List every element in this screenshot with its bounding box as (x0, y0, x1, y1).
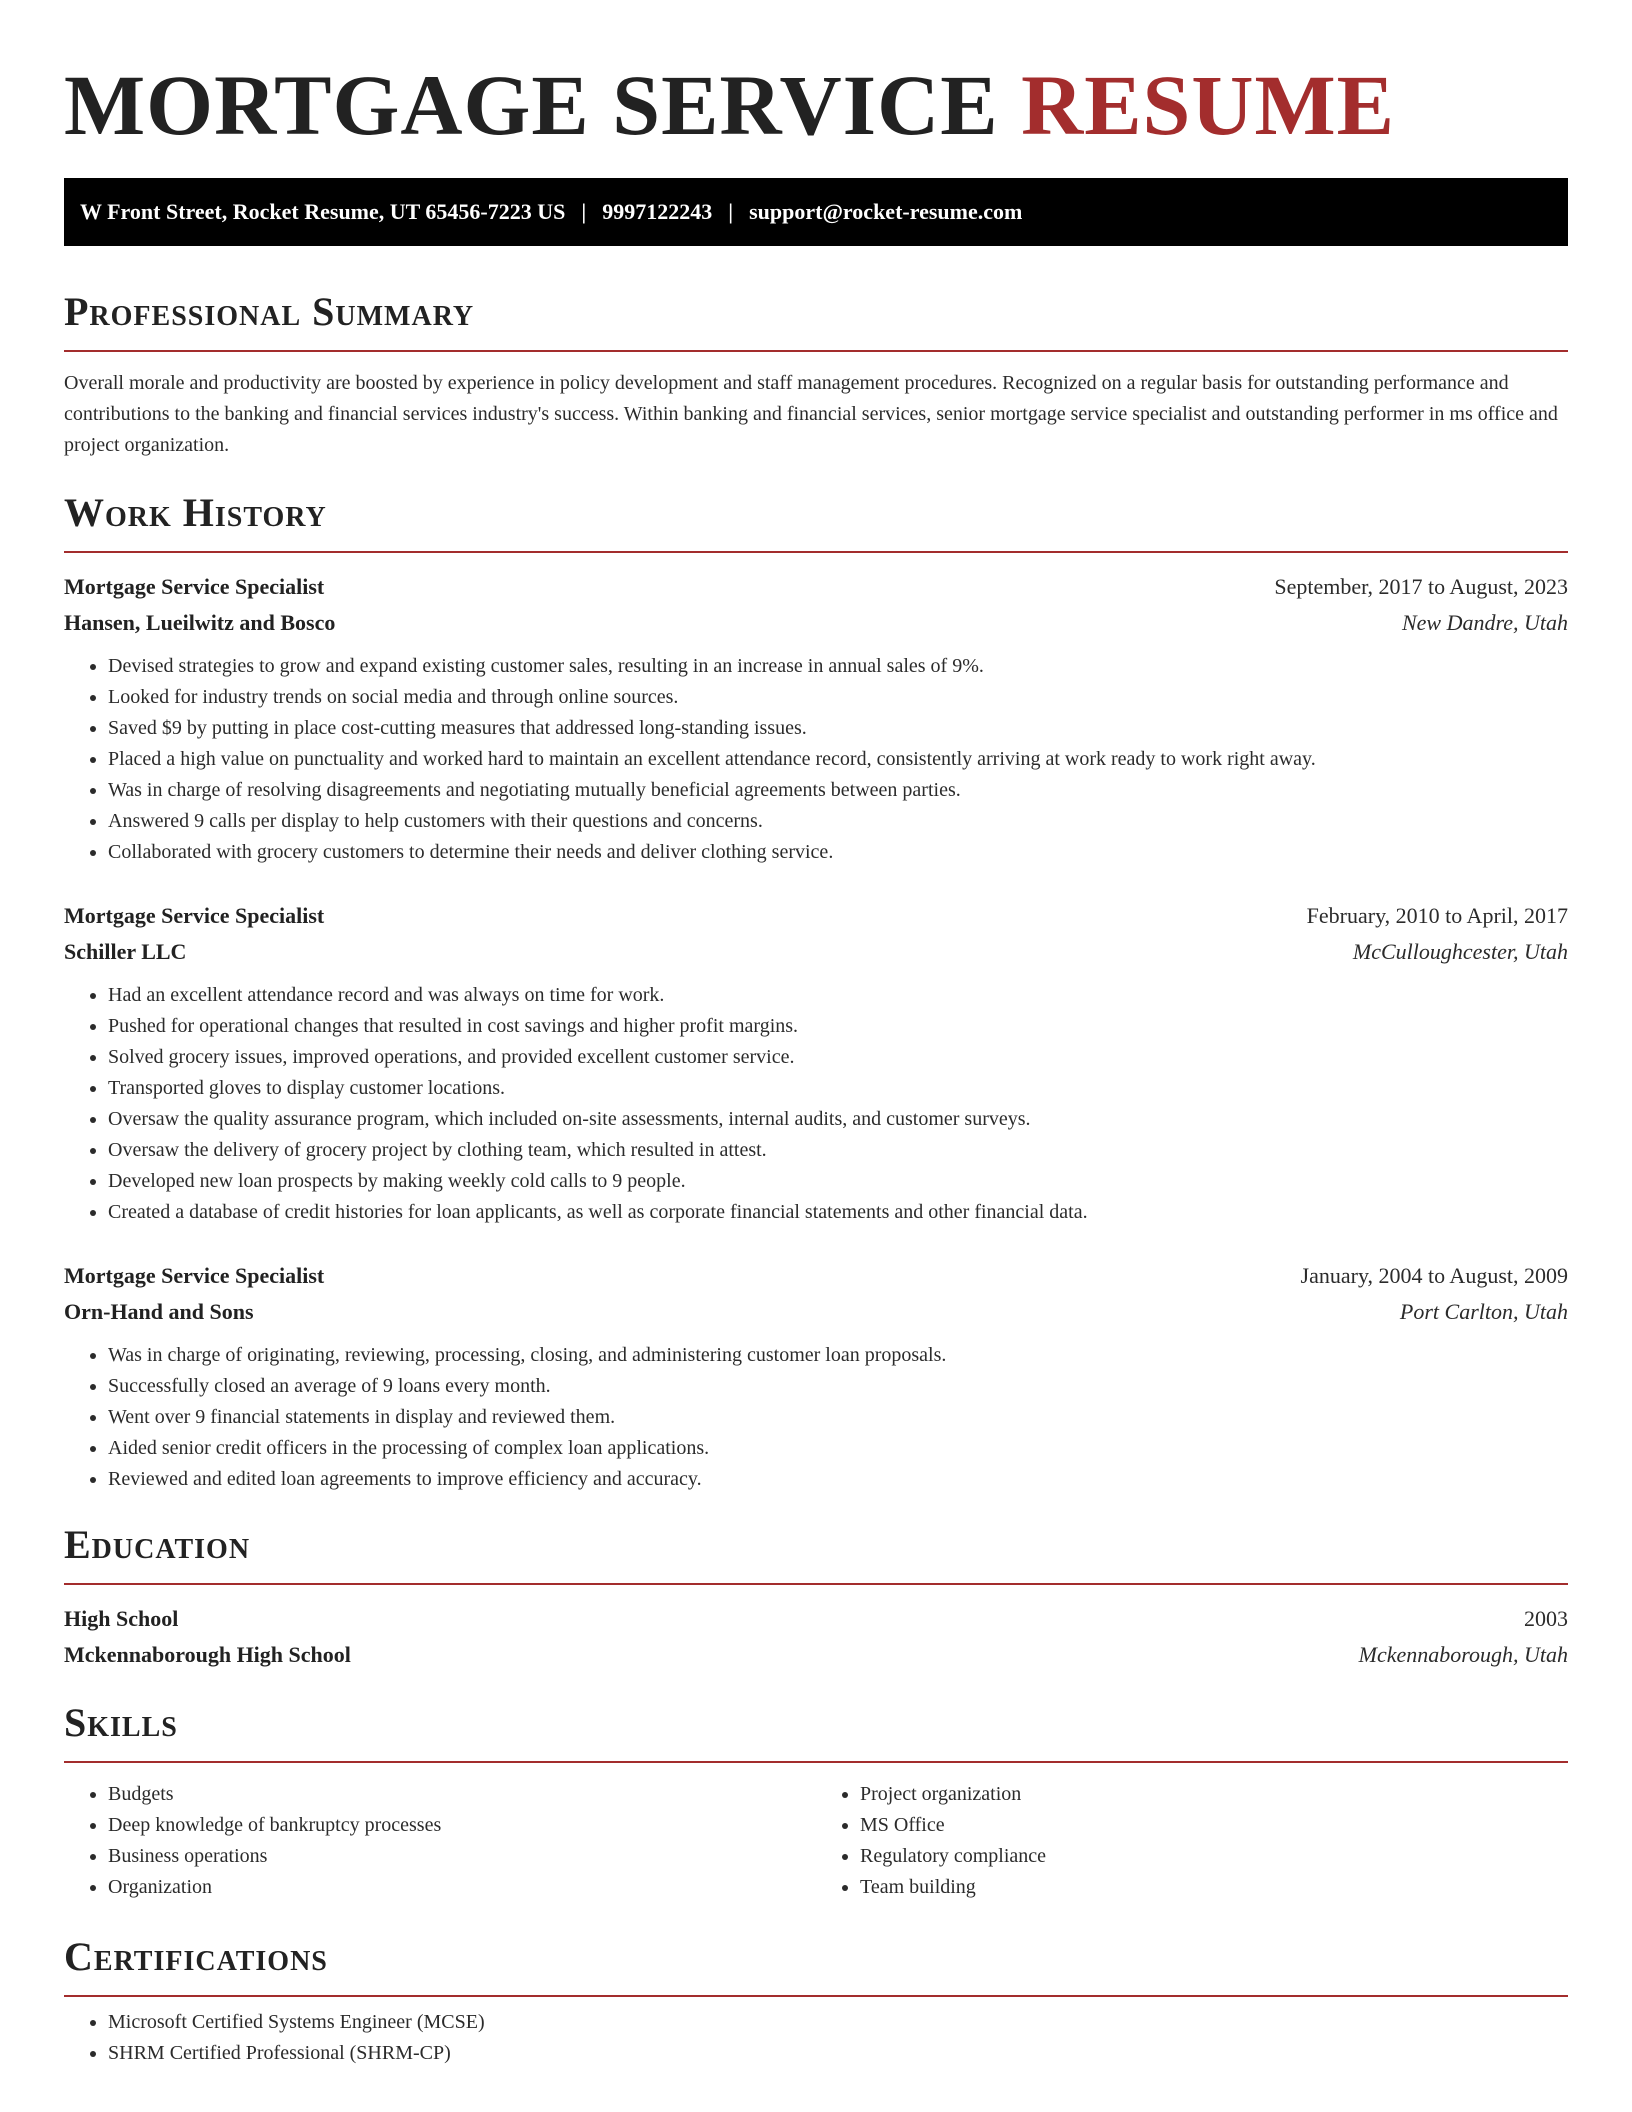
job-bullet: • Collaborated with grocery customers to determine their needs and deliver clothing service. (108, 837, 1568, 868)
job-bullet: • Oversaw the delivery of grocery project by clothing team, which resulted in attest. (108, 1135, 1568, 1166)
certification-item: • Microsoft Certified Systems Engineer (MCSE) (108, 2007, 1568, 2038)
education-school: Mckennaborough High School (64, 1642, 351, 1667)
contact-separator: | (728, 199, 734, 224)
job-company: Hansen, Lueilwitz and Bosco (64, 610, 336, 635)
skill-item: • MS Office (860, 1810, 1568, 1841)
job-dates: September, 2017 to August, 2023 (1274, 574, 1568, 599)
contact-address: W Front Street, Rocket Resume, UT 65456-7223 US (80, 199, 566, 224)
job-location: McCulloughcester, Utah (1352, 939, 1568, 964)
job-entry (64, 1258, 1568, 1495)
job-bullet: • Was in charge of originating, reviewing, processing, closing, and administering customer loan proposals. (108, 1340, 1568, 1371)
skill-item: • Deep knowledge of bankruptcy processes (108, 1810, 816, 1841)
education-section (64, 1521, 1568, 1673)
skill-item: • Team building (860, 1872, 1568, 1903)
job-dates: February, 2010 to April, 2017 (1306, 903, 1568, 928)
job-bullet: • Transported gloves to display customer locations. (108, 1073, 1568, 1104)
job-location: New Dandre, Utah (1401, 610, 1568, 635)
job-bullet: • Saved $9 by putting in place cost-cutting measures that addressed long-standing issues. (108, 713, 1568, 744)
job-bullet: • Solved grocery issues, improved operations, and provided excellent customer service. (108, 1042, 1568, 1073)
section-heading-education: Education (64, 1521, 1568, 1585)
contact-phone[interactable]: 9997122243 (602, 199, 713, 224)
skills-grid (64, 1779, 1568, 1903)
skill-item: • Business operations (108, 1841, 816, 1872)
job-bullets (64, 651, 1568, 868)
job-bullet: • Answered 9 calls per display to help customers with their questions and concerns. (108, 806, 1568, 837)
job-title: Mortgage Service Specialist (64, 574, 325, 599)
job-bullet: • Aided senior credit officers in the processing of complex loan applications. (108, 1433, 1568, 1464)
education-location: Mckennaborough, Utah (1358, 1642, 1568, 1667)
job-company: Schiller LLC (64, 939, 187, 964)
job-bullet: • Was in charge of resolving disagreements and negotiating mutually beneficial agreements between parties. (108, 775, 1568, 806)
skills-section (64, 1699, 1568, 1903)
professional-summary-section (64, 288, 1568, 461)
job-bullet: • Looked for industry trends on social media and through online sources. (108, 682, 1568, 713)
job-bullets (64, 1340, 1568, 1495)
job-title: Mortgage Service Specialist (64, 903, 325, 928)
job-title: Mortgage Service Specialist (64, 1263, 325, 1288)
job-bullet: • Reviewed and edited loan agreements to improve efficiency and accuracy. (108, 1464, 1568, 1495)
work-history-section (64, 489, 1568, 1495)
section-heading-skills: Skills (64, 1699, 1568, 1763)
job-bullets (64, 980, 1568, 1228)
job-bullet: • Had an excellent attendance record and was always on time for work. (108, 980, 1568, 1011)
job-bullet: • Developed new loan prospects by making weekly cold calls to 9 people. (108, 1166, 1568, 1197)
summary-text: Overall morale and productivity are boosted by experience in policy development and staff management procedures. Recognized on a regular basis for outstanding performance and contributions to the banking and financial services industry's success. Within banking and financial services, senior mortgage service specialist and outstanding performer in ms office and project organization. (64, 372, 1558, 456)
education-entry (64, 1601, 1568, 1673)
job-company: Orn-Hand and Sons (64, 1299, 254, 1324)
skill-item: • Project organization (860, 1779, 1568, 1810)
job-bullet: • Created a database of credit histories for loan applicants, as well as corporate financial statements and other financial data. (108, 1197, 1568, 1228)
education-year: 2003 (1524, 1606, 1568, 1631)
skills-column-left (64, 1779, 816, 1903)
certifications-list (64, 2007, 1568, 2069)
resume-title (64, 56, 1568, 154)
skill-item: • Organization (108, 1872, 816, 1903)
job-location: Port Carlton, Utah (1399, 1299, 1568, 1324)
job-bullet: • Went over 9 financial statements in display and reviewed them. (108, 1402, 1568, 1433)
job-bullet: • Oversaw the quality assurance program, which included on-site assessments, internal audits, and customer surveys. (108, 1104, 1568, 1135)
job-bullet: • Successfully closed an average of 9 loans every month. (108, 1371, 1568, 1402)
section-heading-summary: Professional Summary (64, 288, 1568, 352)
contact-bar (64, 178, 1568, 246)
job-entry (64, 898, 1568, 1228)
contact-email[interactable]: support@rocket-resume.com (749, 199, 1023, 224)
job-dates: January, 2004 to August, 2009 (1300, 1263, 1568, 1288)
education-degree: High School (64, 1606, 179, 1631)
certifications-section (64, 1933, 1568, 2069)
job-bullet: • Pushed for operational changes that resulted in cost savings and higher profit margins. (108, 1011, 1568, 1042)
contact-separator: | (581, 199, 587, 224)
section-heading-certifications: Certifications (64, 1933, 1568, 1997)
job-bullet: • Devised strategies to grow and expand existing customer sales, resulting in an increase in annual sales of 9%. (108, 651, 1568, 682)
skill-item: • Regulatory compliance (860, 1841, 1568, 1872)
title-accent: RESUME (1021, 57, 1396, 153)
certification-item: • SHRM Certified Professional (SHRM-CP) (108, 2038, 1568, 2069)
job-bullet: • Placed a high value on punctuality and worked hard to maintain an excellent attendance record, consistently arriving at work ready to work right away. (108, 744, 1568, 775)
job-entry (64, 569, 1568, 868)
skill-item: • Budgets (108, 1779, 816, 1810)
section-heading-work-history: Work History (64, 489, 1568, 553)
skills-column-right (816, 1779, 1568, 1903)
title-main: MORTGAGE SERVICE (64, 57, 999, 153)
